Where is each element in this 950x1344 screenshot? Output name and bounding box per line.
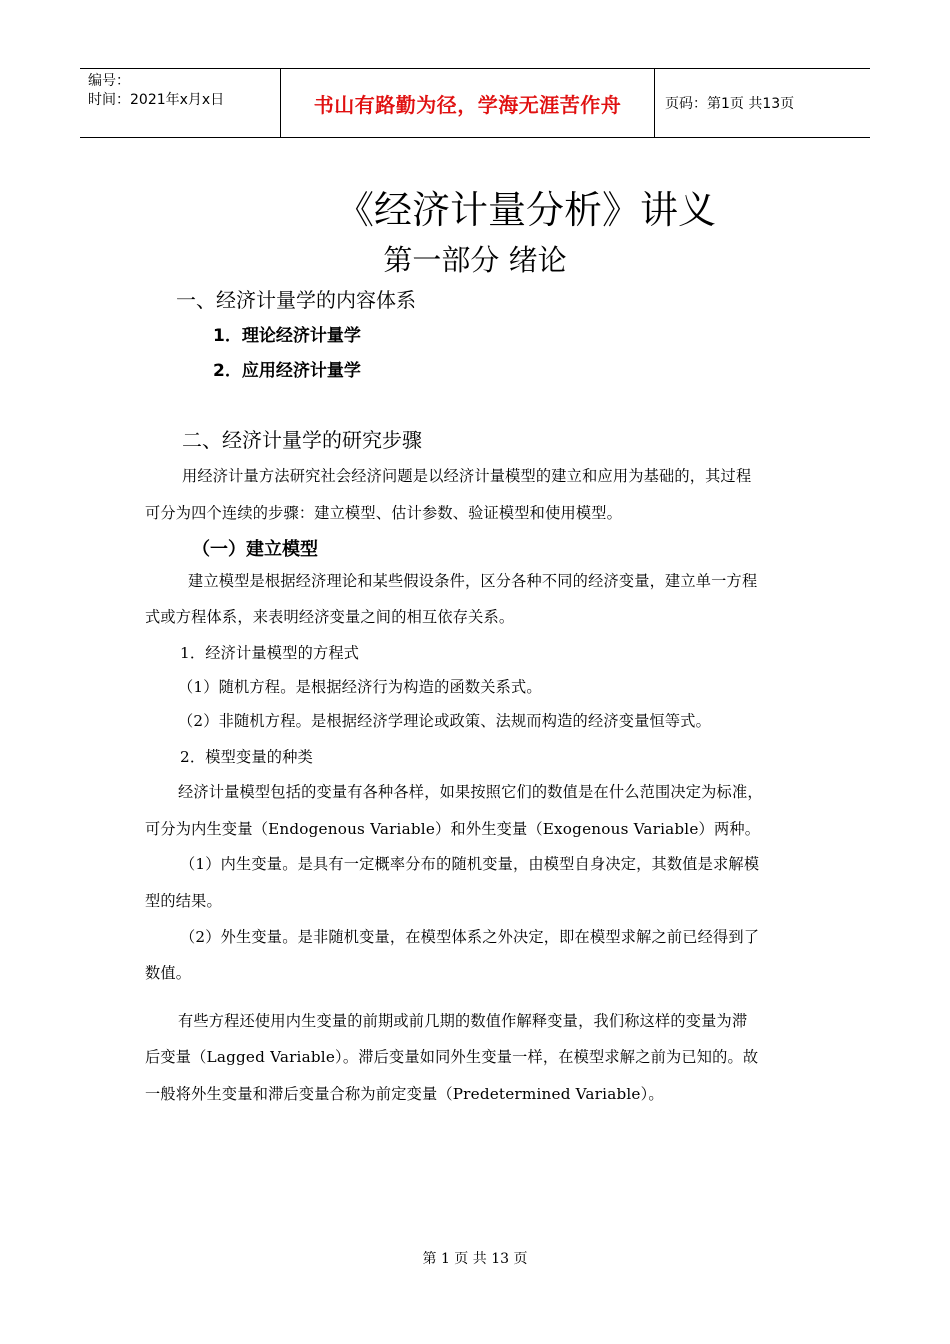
document-title: 《经济计量分析》讲义 [335,188,716,232]
section2-intro-line1: 用经济计量方法研究社会经济问题是以经济计量模型的建立和应用为基础的，其过程 [182,467,752,485]
variable-types-heading: 2．模型变量的种类 [180,748,313,766]
equation-type-1: （1）随机方程。是根据经济行为构造的函数关系式。 [178,678,542,696]
header-motto-text: 书山有路勤为径，学海无涯苦作舟 [313,92,622,117]
endogenous-line2: 型的结果。 [145,892,222,910]
section1-item-1: 1．理论经济计量学 [213,326,361,346]
section2-heading: 二、经济计量学的研究步骤 [182,428,422,452]
subsection1-p1-line2: 式或方程体系，来表明经济变量之间的相互依存关系。 [145,608,515,626]
header-page-info: 页码：第1页 共13页 [665,96,795,112]
header-page-info-cell [655,69,870,137]
lagged-line3: 一般将外生变量和滞后变量合称为前定变量（Predetermined Variable）。 [145,1085,664,1103]
header-number-label: 编号： [88,73,130,89]
lagged-line2: 后变量（Lagged Variable）。滞后变量如同外生变量一样，在模型求解之前为已知的。故 [145,1048,759,1066]
section1-heading: 一、经济计量学的内容体系 [176,288,416,312]
lagged-line1: 有些方程还使用内生变量的前期或前几期的数值作解释变量，我们称这样的变量为滞 [178,1012,748,1030]
subsection1-p1-line1: 建立模型是根据经济理论和某些假设条件，区分各种不同的经济变量，建立单一方程 [188,572,758,590]
header-time-label: 时间：2021年x月x日 [88,92,225,108]
subsection1-heading: （一）建立模型 [192,539,318,560]
document-header [80,68,870,138]
exogenous-line1: （2）外生变量。是非随机变量，在模型体系之外决定，即在模型求解之前已经得到了 [180,928,760,946]
endogenous-line1: （1）内生变量。是具有一定概率分布的随机变量，由模型自身决定，其数值是求解模 [180,855,760,873]
equation-types-heading: 1．经济计量模型的方程式 [180,644,360,662]
header-motto [281,69,655,137]
variable-types-line2: 可分为内生变量（Endogenous Variable）和外生变量（Exogenous Variable）两种。 [145,820,761,838]
part-title: 第一部分 绪论 [383,243,567,277]
variable-types-line1: 经济计量模型包括的变量有各种各样，如果按照它们的数值是在什么范围决定为标准， [178,783,763,801]
section1-item-2: 2．应用经济计量学 [213,361,361,381]
equation-type-2: （2）非随机方程。是根据经济学理论或政策、法规而构造的经济变量恒等式。 [178,712,712,730]
exogenous-line2: 数值。 [145,964,192,982]
page-footer: 第 1 页 共 13 页 [422,1251,528,1267]
header-meta-cell [80,69,281,137]
section2-intro-line2: 可分为四个连续的步骤：建立模型、估计参数、验证模型和使用模型。 [145,504,623,522]
